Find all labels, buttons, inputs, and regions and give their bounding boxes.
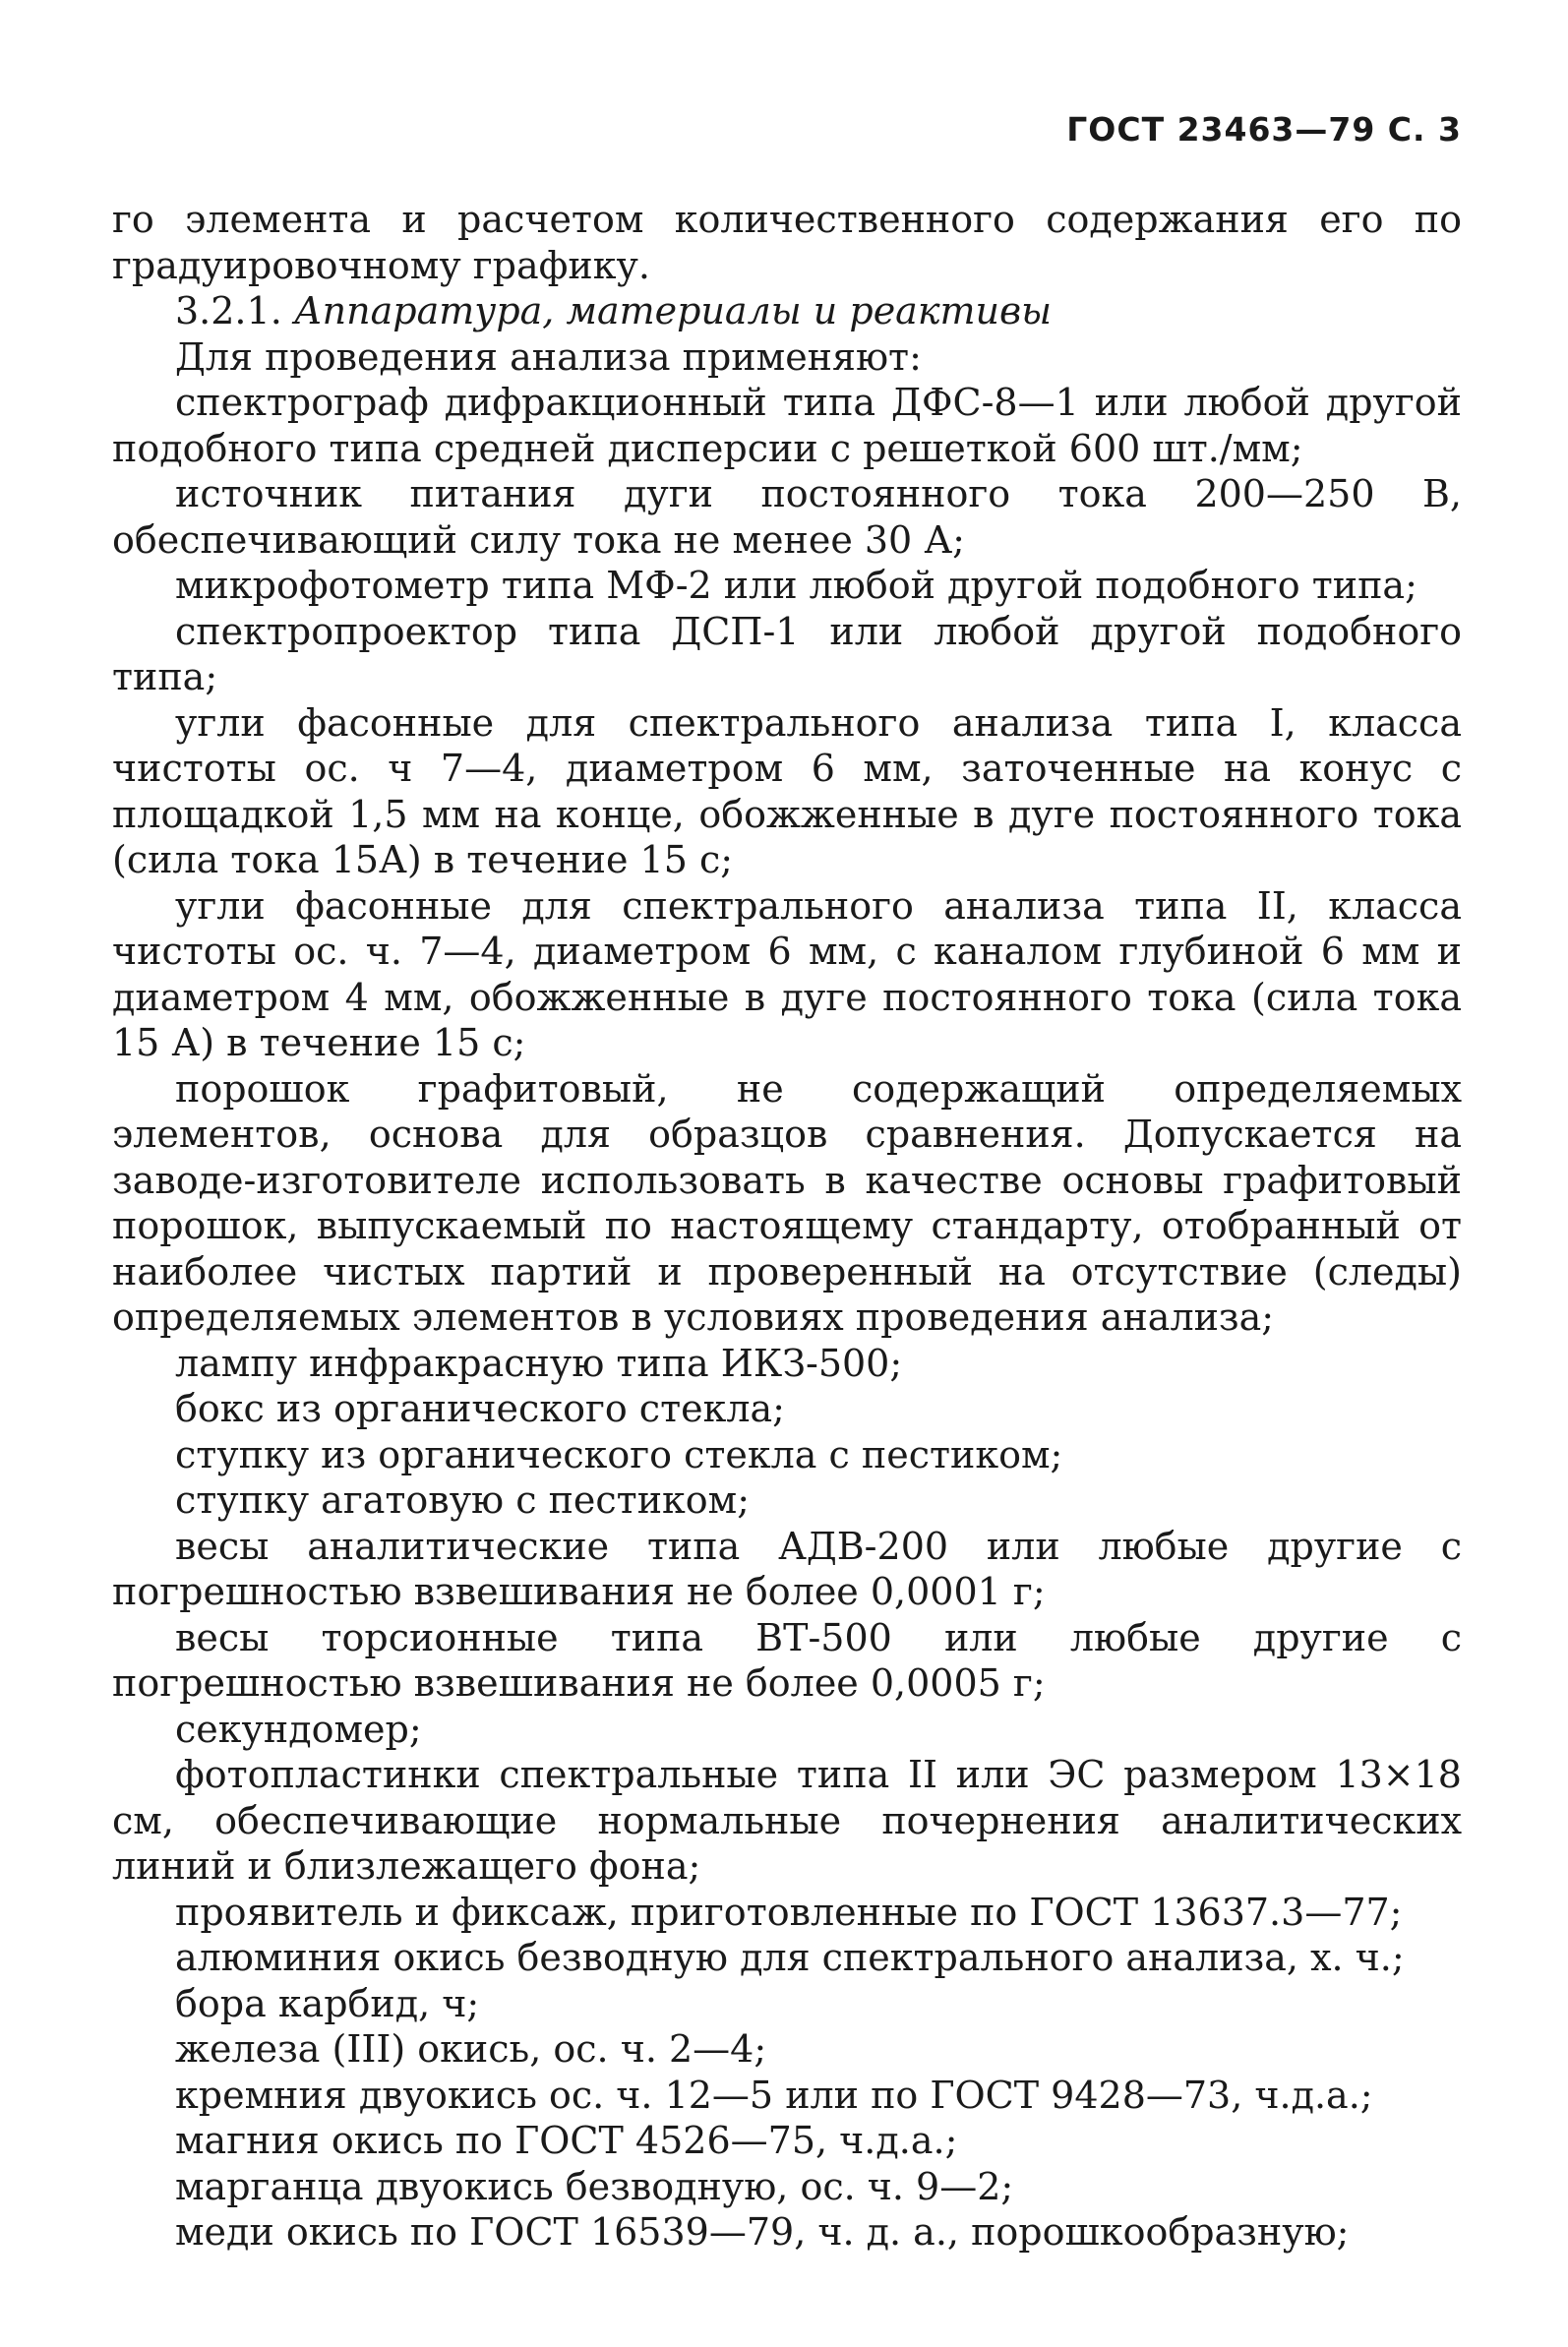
list-item: микрофотометр типа МФ-2 или любой другой подобного типа; [175,564,1417,607]
running-header: ГОСТ 23463—79 С. 3 [1066,110,1462,149]
list-item: кремния двуокись ос. ч. 12—5 или по ГОСТ 9428—73, ч.д.а.; [175,2073,1373,2117]
list-item: марганца двуокись безводную, ос. ч. 9—2; [175,2164,1014,2208]
intro-paragraph: го элемента и расчетом количественного содержания его по градуировочному графику. [112,198,1462,287]
list-item: магния окись по ГОСТ 4526—75, ч.д.а.; [175,2119,958,2162]
list-item: алюминия окись безводную для спектрального анализа, х. ч.; [175,1936,1405,1979]
section-title: Аппаратура, материалы и реактивы [293,289,1053,332]
lead-paragraph: Для проведения анализа применяют: [175,334,922,379]
list-item: угли фасонные для спектрального анализа типа I, класса чистоты ос. ч 7—4, диаметром 6 мм, заточенные на конус с площадкой 1,5 мм на конце, обожженные в дуге постоянного тока (сила тока 15А) в течение 15 с; [112,700,1462,881]
page-body [112,197,1462,2256]
list-item: секундомер; [175,1707,422,1751]
list-item: меди окись по ГОСТ 16539—79, ч. д. а., порошкообразную; [175,2210,1350,2254]
list-item: лампу инфракрасную типа ИКЗ-500; [175,1341,903,1385]
list-item: порошок графитовый, не содержащий определяемых элементов, основа для образцов сравнения. Допускается на заводе-изготовителе использовать в качестве основы графитовый порошок, выпускаемый по настоящему стандарту, отобранный от наиболее чистых партий и проверенный на отсутствие (следы) определяемых элементов в условиях проведения анализа; [112,1066,1462,1339]
list-item: угли фасонные для спектрального анализа типа II, класса чистоты ос. ч. 7—4, диаметром 6 мм, с каналом глубиной 6 мм и диаметром 4 мм, обожженные в дуге постоянного тока (сила тока 15 А) в течение 15 с; [112,883,1462,1064]
list-item: проявитель и фиксаж, приготовленные по ГОСТ 13637.3—77; [175,1890,1403,1934]
list-item: спектропроектор типа ДСП-1 или любой другой подобного типа; [112,609,1462,698]
list-item: ступку из органического стекла с пестиком; [175,1432,1063,1476]
list-item: фотопластинки спектральные типа II или ЭС размером 13×18 см, обеспечивающие нормальные почернения аналитических линий и близлежащего фона; [112,1753,1462,1888]
list-item: спектрограф дифракционный типа ДФС-8—1 или любой другой подобного типа средней дисперсии с решеткой 600 шт./мм; [112,381,1462,470]
list-item: ступку агатовую с пестиком; [175,1478,751,1522]
list-item: весы торсионные типа ВТ-500 или любые другие с погрешностью взвешивания не более 0,0005 г; [112,1615,1462,1705]
section-heading [112,288,1462,334]
list-item: весы аналитические типа АДВ-200 или любые другие с погрешностью взвешивания не более 0,0001 г; [112,1524,1462,1613]
section-number: 3.2.1. [175,289,282,332]
list-item: источник питания дуги постоянного тока 200—250 В, обеспечивающий силу тока не менее 30 А; [112,472,1462,562]
list-item: железа (III) окись, ос. ч. 2—4; [175,2027,767,2071]
list-item: бора карбид, ч; [175,1981,480,2025]
list-item: бокс из органического стекла; [175,1387,785,1430]
